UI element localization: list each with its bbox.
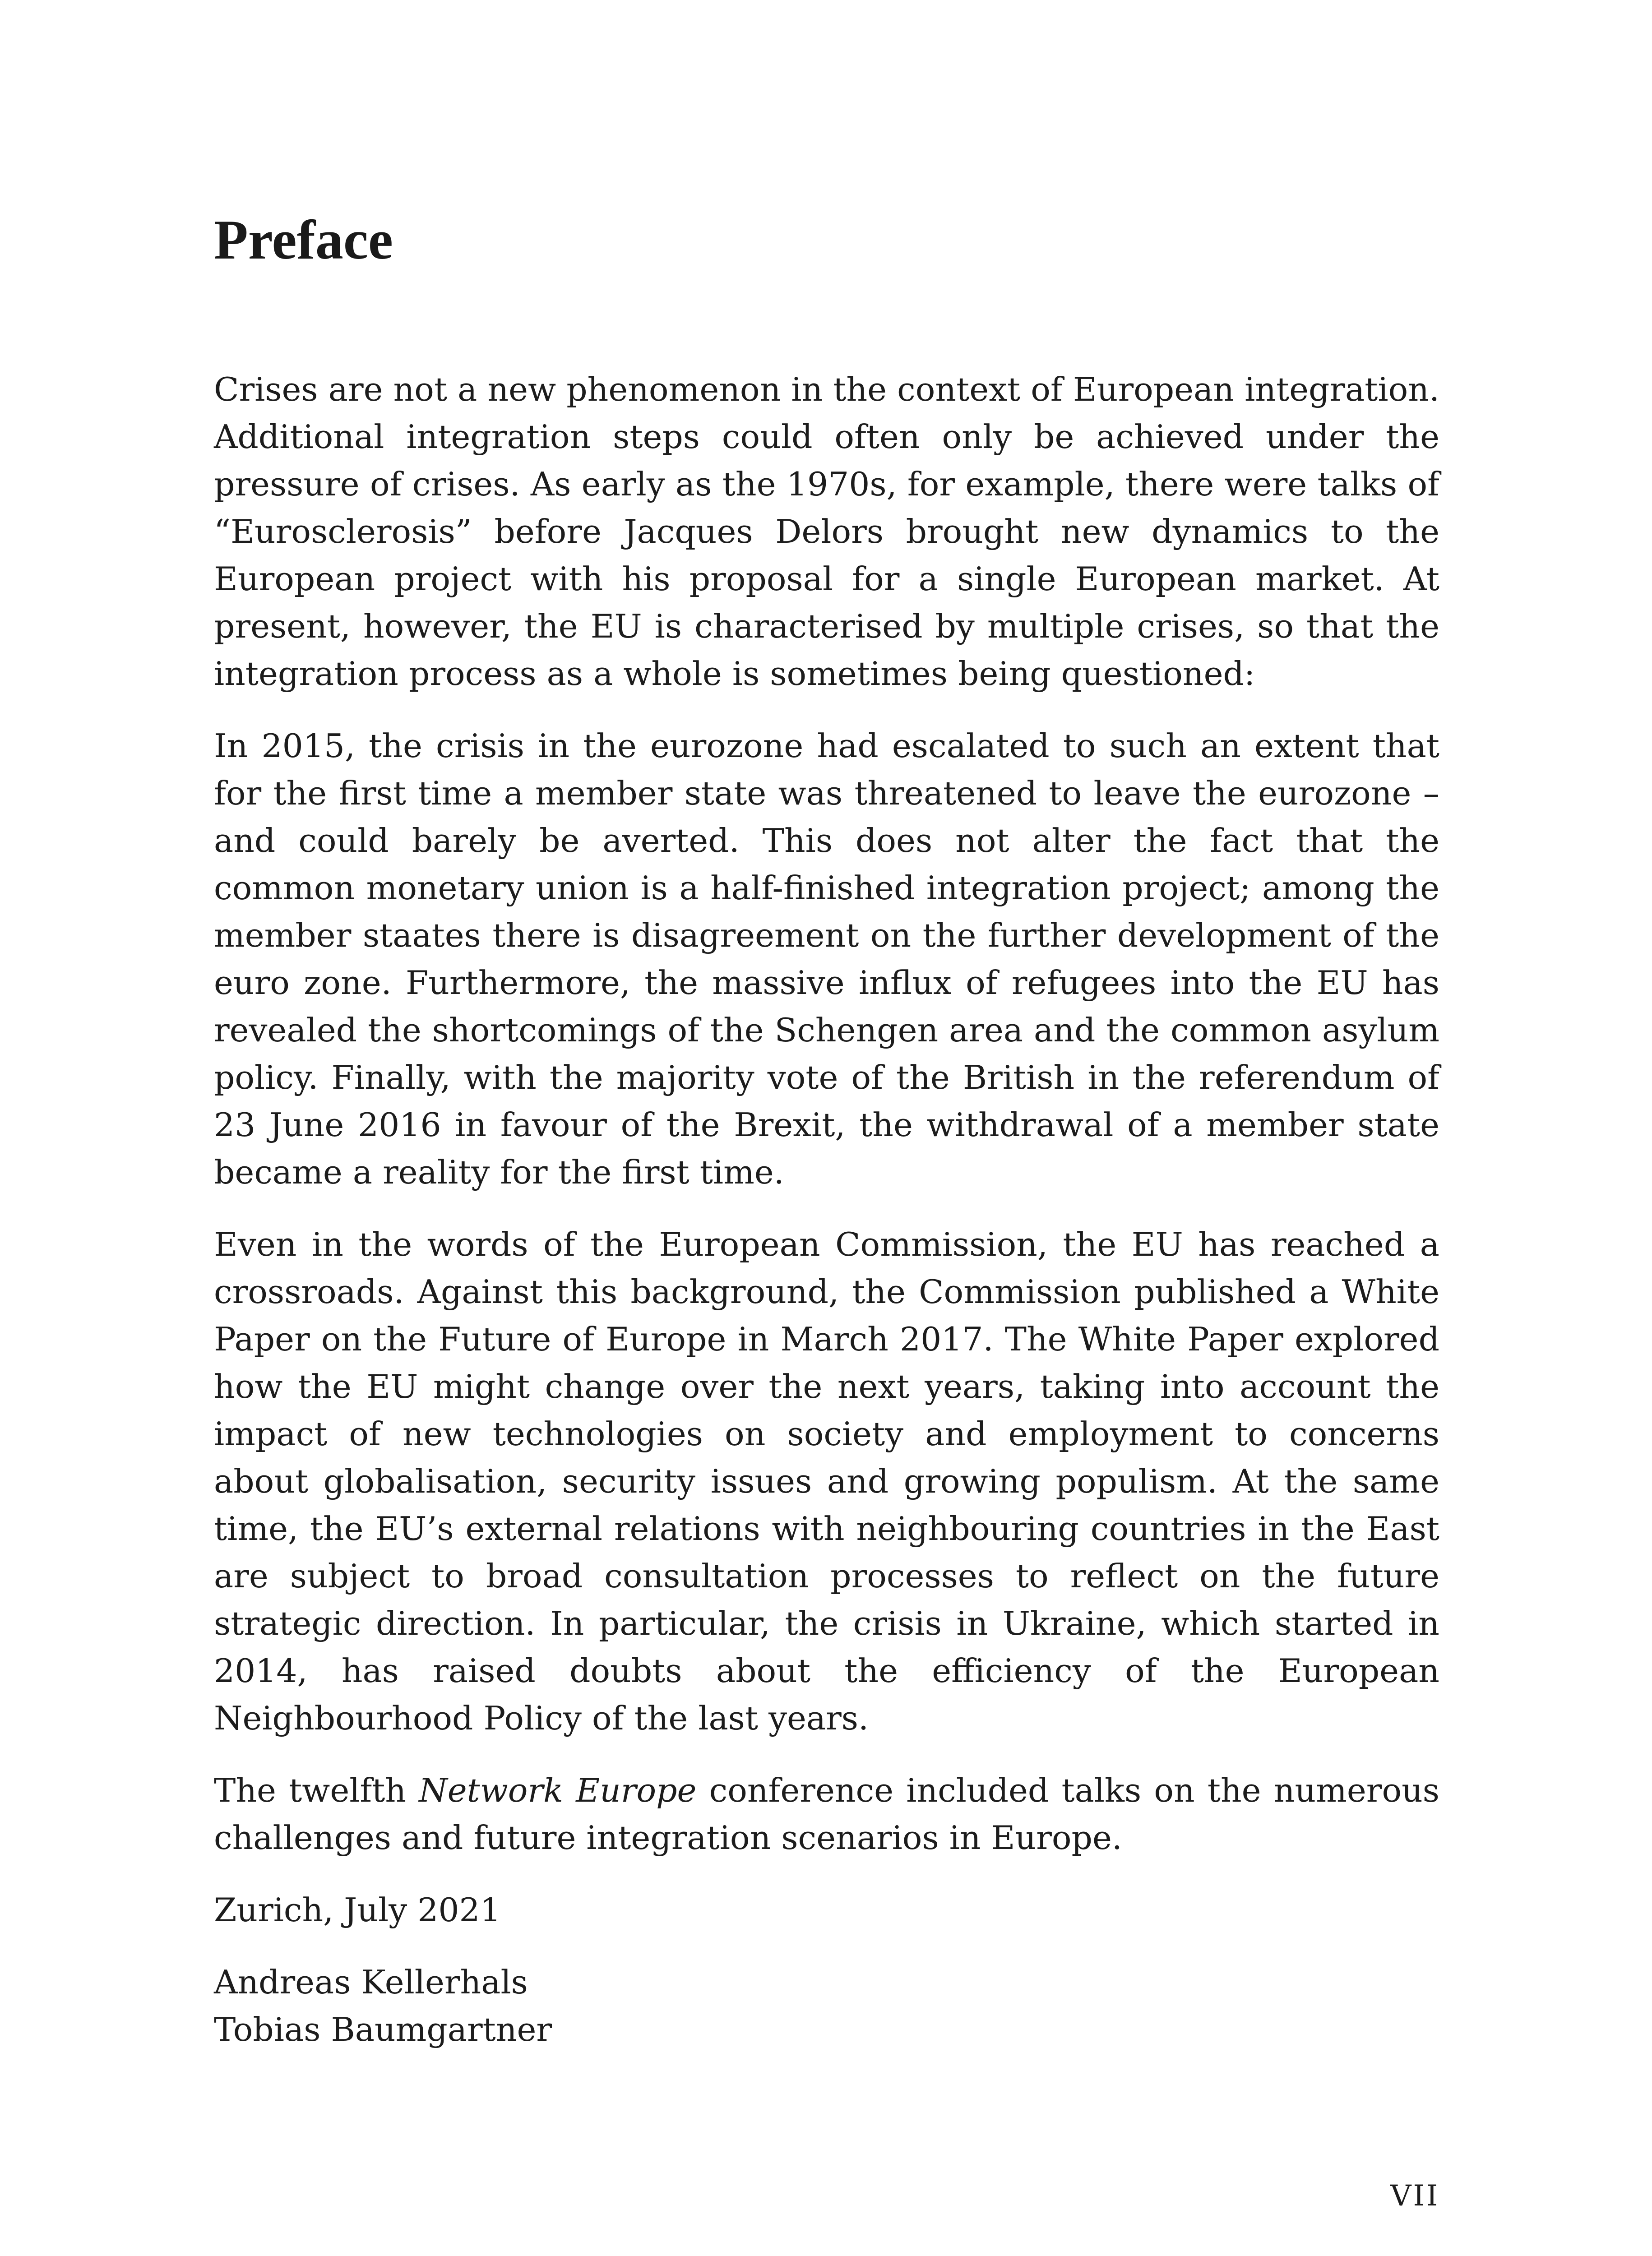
- paragraph-4-rest: conference included talks on the numerous challenges and future integration scenarios in Europe.: [214, 1772, 1439, 1857]
- author-name: Andreas Kellerhals: [214, 1964, 528, 2002]
- conference-name: Network Europe: [419, 1772, 697, 1810]
- page-number: VII: [1390, 2179, 1439, 2213]
- author-list: [214, 1959, 1439, 2054]
- author-name: Tobias Baumgartner: [214, 2011, 552, 2049]
- paragraph-2: In 2015, the crisis in the eurozone had escalated to such an extent that for the first time a member state was threatened to leave the eurozone – and could barely be averted. This does not alter the fact that the common monetary union is a half-finished integration project; among the member staates there is disagreement on the further development of the euro zone. Furthermore, the massive influx of refugees into the EU has revealed the shortcomings of the Schengen area and the common asylum policy. Finally, with the majority vote of the British in the referendum of 23 June 2016 in favour of the Brexit, the withdrawal of a member state became a reality for the first time.: [214, 727, 1439, 1192]
- paragraph-4: [214, 1767, 1439, 1862]
- paragraph-1: Crises are not a new phenomenon in the context of European integration. Additional integration steps could often only be achieved under the pressure of crises. As early as the 1970s, for example, there were talks of “Eurosclerosis” before Jacques Delors brought new dynamics to the European project with his proposal for a single European market. At present, however, the EU is characterised by multiple crises, so that the integration process as a whole is sometimes being questioned:: [214, 371, 1439, 693]
- preface-body: [214, 366, 1439, 2054]
- place-date: Zurich, July 2021: [214, 1891, 501, 1929]
- page-title: Preface: [214, 209, 393, 271]
- paragraph-3: Even in the words of the European Commission, the EU has reached a crossroads. Against this background, the Commission published a White Paper on the Future of Europe in March 2017. The White Paper explored how the EU might change over the next years, taking into account the impact of new technologies on society and employment to concerns about globalisation, security issues and growing populism. At the same time, the EU’s external relations with neighbouring countries in the East are subject to broad consultation processes to reflect on the future strategic direction. In particular, the crisis in Ukraine, which started in 2014, has raised doubts about the efficiency of the European Neighbourhood Policy of the last years.: [214, 1226, 1439, 1738]
- paragraph-4-intro: The twelfth: [214, 1772, 419, 1810]
